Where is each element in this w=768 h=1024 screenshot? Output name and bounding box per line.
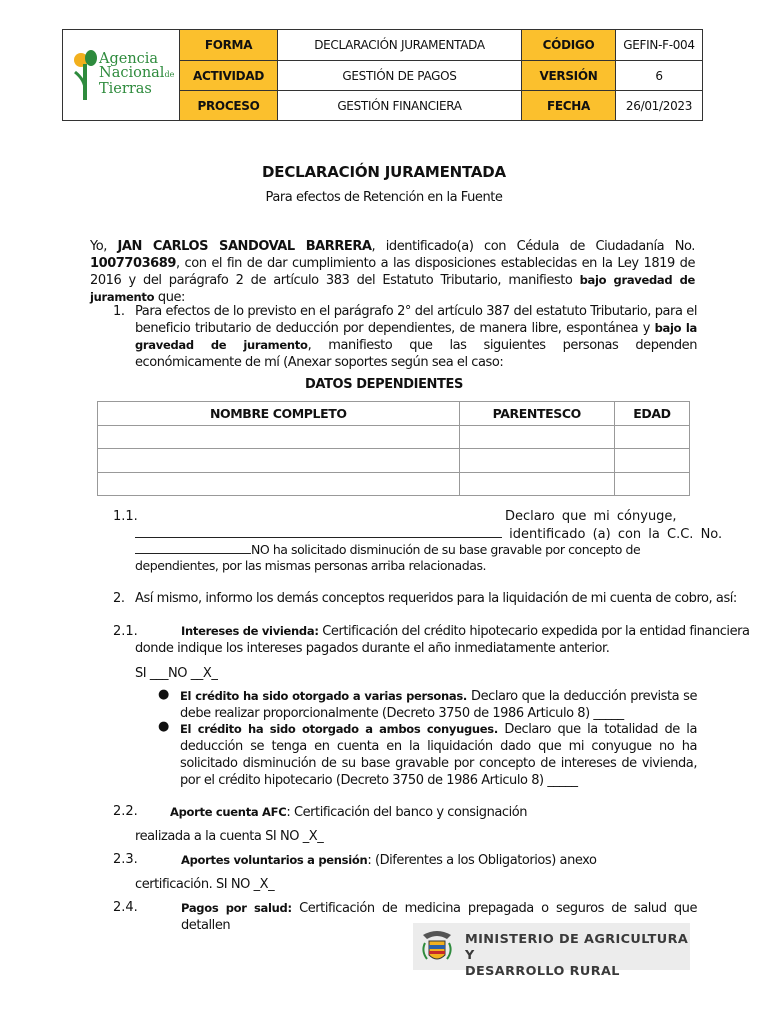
forma-label: FORMA	[180, 30, 278, 61]
intro-bold: bajo gravedad de juramento	[90, 273, 696, 304]
spouse-id-blank[interactable]	[135, 541, 251, 554]
header-parentesco: PARENTESCO	[459, 402, 614, 426]
spouse-name-blank[interactable]	[135, 525, 502, 538]
table-row	[98, 449, 690, 473]
intro-text-c: , con el fin de dar cumplimiento a las disposiciones establecidas en la Ley 1819 de 2016 y del parágrafo 2 de artículo 383 del Estatuto Tributario, manifiesto	[90, 256, 695, 288]
bullet1-paragraph	[180, 688, 697, 722]
cell-edad[interactable]	[614, 425, 689, 449]
cell-parentesco[interactable]	[459, 449, 614, 473]
ministry-logo	[413, 923, 690, 979]
logo-line2-small: de	[164, 70, 175, 79]
fecha-label: FECHA	[522, 91, 616, 120]
item1-bold: bajo la gravedad de juramento	[135, 321, 697, 352]
intro-paragraph	[90, 238, 695, 306]
proceso-label: PROCESO	[180, 91, 278, 120]
cell-edad[interactable]	[614, 449, 689, 473]
item24-number: 2.4.	[113, 900, 138, 915]
proceso-value: GESTIÓN FINANCIERA	[278, 91, 522, 120]
intro-text-a: Yo,	[90, 239, 118, 254]
header-table	[62, 29, 703, 121]
intro-text-d: que:	[154, 290, 185, 305]
codigo-value: GEFIN-F-004	[616, 30, 702, 61]
cell-nombre[interactable]	[98, 425, 460, 449]
header-nombre: NOMBRE COMPLETO	[98, 402, 460, 426]
item11-line3	[135, 541, 640, 558]
bullet2-text: Declaro que la totalidad de la deducción se tenga en cuenta en la liquidación dado que mi conyugue no ha solicitado disminución de su base gravable por concepto de intereses de vivienda, por el crédito hipotecario (Decreto 3750 de 1986 Articulo 8) _____	[180, 722, 697, 788]
item11-text-d: dependientes, por las mismas personas arriba relacionadas.	[135, 558, 487, 573]
logo-line3: Tierras	[99, 81, 152, 97]
cell-nombre[interactable]	[98, 472, 460, 496]
bullet1-text: Declaro que la deducción prevista se debe realizar proporcionalmente (Decreto 3750 de 1986 Articulo 8) _____	[180, 689, 697, 721]
item2-number: 2.	[113, 591, 125, 606]
item21-text-b: donde indique los intereses pagados durante el año inmediatamente anterior.	[135, 641, 610, 656]
document-subtitle: Para efectos de Retención en la Fuente	[265, 190, 503, 205]
dependents-header-row	[98, 402, 690, 426]
item22-bold: Aporte cuenta AFC	[170, 805, 287, 819]
item24-bold: Pagos por salud:	[181, 901, 292, 915]
item22-text-b[interactable]: realizada a la cuenta SI NO _X_	[135, 829, 324, 844]
logo-line2: Nacional	[99, 65, 165, 81]
fecha-value: 26/01/2023	[625, 98, 693, 113]
cell-edad[interactable]	[614, 472, 689, 496]
item1-text-a: Para efectos de lo previsto en el parágrafo 2° del artículo 387 del estatuto Tributario, para el beneficio tributario de deducción por dependientes, de manera libre, espontánea y	[135, 304, 697, 336]
item11-text-b: identificado (a) con la C.C. No.	[509, 527, 723, 542]
item23-text-b[interactable]: certificación. SI NO _X_	[135, 877, 275, 892]
table-row	[98, 472, 690, 496]
item21-sino[interactable]: SI ___NO __X_	[135, 666, 218, 681]
item23-text-a: : (Diferentes a los Obligatorios) anexo	[367, 853, 597, 868]
version-label: VERSIÓN	[522, 61, 616, 91]
actividad-label: ACTIVIDAD	[180, 61, 278, 91]
intro-text-b: , identificado(a) con Cédula de Ciudadanía No.	[371, 239, 695, 254]
item21-line1	[181, 623, 750, 640]
item2-text: Así mismo, informo los demás conceptos requeridos para la liquidación de mi cuenta de cobro, así:	[135, 591, 737, 606]
actividad-value: GESTIÓN DE PAGOS	[278, 61, 522, 91]
item23-bold: Aportes voluntarios a pensión	[181, 853, 368, 867]
ministry-line1: MINISTERIO DE AGRICULTURA Y	[465, 932, 689, 963]
cell-parentesco[interactable]	[459, 472, 614, 496]
id-number: 1007703689	[90, 256, 176, 271]
document-title: DECLARACIÓN JURAMENTADA	[262, 163, 506, 181]
item21-text-a: Certificación del crédito hipotecario expedida por la entidad financiera	[318, 624, 750, 639]
agency-logo-icon	[71, 50, 101, 110]
version-value: 6	[616, 61, 702, 91]
bullet-icon: ●	[158, 687, 170, 702]
item21-number: 2.1.	[113, 624, 138, 639]
item21-bold: Intereses de vivienda:	[181, 624, 319, 638]
item23-number: 2.3.	[113, 852, 138, 867]
bullet-icon: ●	[158, 719, 170, 734]
agency-logo	[63, 30, 180, 120]
item11-text-c: NO ha solicitado disminución de su base gravable por concepto de	[251, 542, 641, 557]
dependents-title: DATOS DEPENDIENTES	[305, 377, 463, 392]
header-edad: EDAD	[614, 402, 689, 426]
cell-nombre[interactable]	[98, 449, 460, 473]
cell-parentesco[interactable]	[459, 425, 614, 449]
ministry-line2: DESARROLLO RURAL	[465, 964, 620, 979]
item22-number: 2.2.	[113, 804, 138, 819]
forma-value: DECLARACIÓN JURAMENTADA	[278, 30, 522, 61]
item1-text-b: , manifiesto que las siguientes personas dependen económicamente de mí (Anexar soportes según sea el caso:	[135, 338, 697, 370]
dependents-table	[97, 401, 690, 496]
item11-number: 1.1.	[113, 509, 138, 524]
item23-line1	[181, 852, 597, 869]
declarant-name: JAN CARLOS SANDOVAL BARRERA	[117, 239, 372, 254]
bullet2-bold: El crédito ha sido otorgado a ambos conyugues.	[180, 722, 498, 736]
item11-text-a: Declaro que mi cónyuge,	[505, 509, 677, 524]
item24-text-a: Certificación de medicina prepagada o seguros de salud que detallen	[181, 901, 698, 933]
item22-line1	[170, 804, 527, 821]
item22-text-a: : Certificación del banco y consignación	[286, 805, 528, 820]
bullet1-bold: El crédito ha sido otorgado a varias personas.	[180, 689, 467, 703]
bullet2-paragraph	[180, 721, 697, 789]
item1-paragraph	[135, 303, 697, 371]
logo-line1: Agencia	[99, 51, 159, 67]
codigo-label: CÓDIGO	[522, 30, 616, 61]
coat-of-arms-icon	[419, 927, 455, 967]
table-row	[98, 425, 690, 449]
item1-number: 1.	[113, 304, 125, 319]
